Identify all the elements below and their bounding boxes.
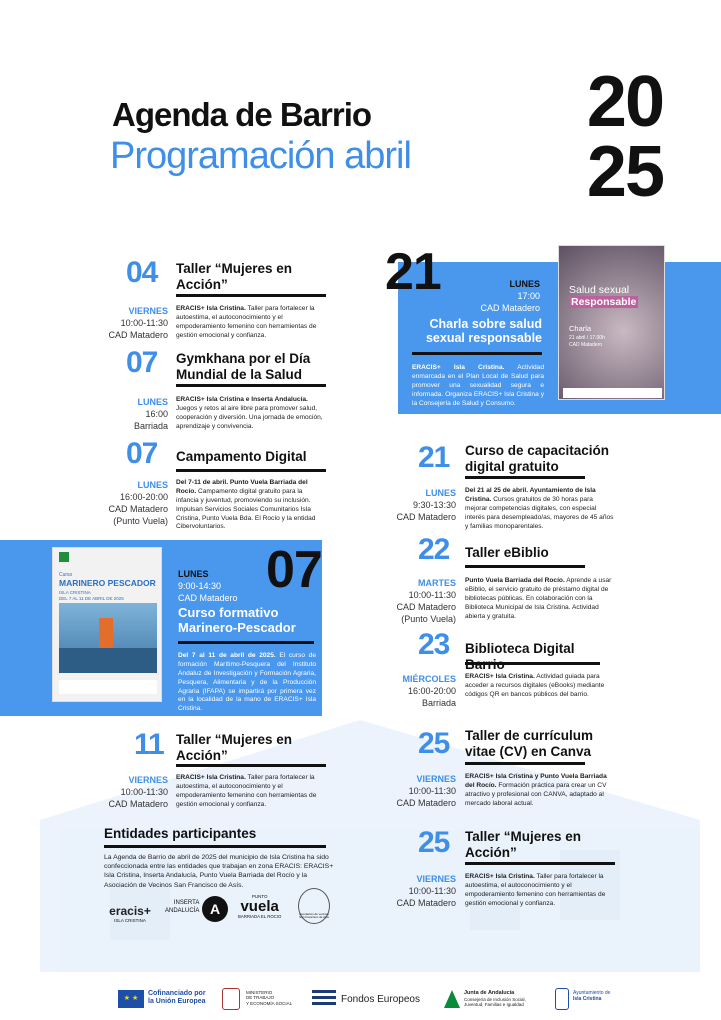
event-place: Barriada	[133, 421, 168, 432]
event-desc-text: Campamento digital gratuito para la infancia y juventud, promoviendo su inclusión. Impulsan Servicios Sociales Comunitarios Isla Cristina, Punto Vuela Bda. El Rocío y la entidad Cibervoluntarios.	[176, 487, 316, 531]
event-organizer: Punto Vuela Barriada del Rocío.	[465, 577, 565, 584]
event-desc-text: Actividad enmarcada en el Plan Local de Salud para promover una sexualidad segura e informada. Organiza ERACIS+ Isla Cristina y la Consejería de Salud y Consumo.	[412, 364, 545, 407]
event-description	[465, 487, 615, 531]
event-description	[176, 305, 326, 341]
event-organizer: ERACIS+ Isla Cristina.	[176, 305, 246, 312]
year-top: 20	[586, 62, 663, 142]
event-place: CAD Matadero	[396, 602, 456, 613]
punto-vuela-logo	[238, 894, 281, 919]
poster-title-line2: Responsable	[571, 296, 637, 308]
poster-place: CAD Matadero	[569, 342, 603, 348]
poster-logos-strip	[563, 388, 662, 398]
event-time: 16:00-20:00	[407, 686, 456, 697]
event-weekday: LUNES	[137, 397, 168, 407]
title-underline	[465, 476, 585, 479]
event-time: 10:00-11:30	[120, 787, 168, 798]
poster-dates: DEL 7 AL 11 DE ABRIL DE 2025	[59, 596, 124, 601]
event-title: Gymkhana por el Día Mundial de la Salud	[176, 351, 311, 382]
poster-logos-strip	[59, 680, 157, 694]
ayto-line2: Isla Cristina	[573, 996, 602, 1002]
ayuntamiento-crest-icon	[555, 988, 569, 1010]
page-subtitle: Programación abril	[110, 135, 411, 177]
event-day-number: 25	[418, 826, 450, 859]
eracis-logo	[106, 892, 154, 923]
event-description	[176, 396, 326, 432]
event-place: CAD Matadero	[108, 504, 168, 515]
andalucia-logo-icon	[59, 552, 69, 562]
poster-marinero-pescador	[52, 547, 162, 702]
event-day-number: 11	[134, 728, 164, 761]
entities-underline	[104, 845, 326, 848]
event-description	[465, 873, 615, 909]
event-desc-text: El curso de formación Marítimo-Pesquera del Instituto Andaluz de Investigación y Formación Agraria, Pesquera, Alimentaria y de la Producción Agraria (IFAPA) se impartirá por primera vez en la localidad de la mano de ERACIS+ Isla Cristina.	[178, 652, 316, 713]
event-meta	[80, 305, 168, 341]
ministerio-logo	[246, 990, 292, 1006]
event-organizer: ERACIS+ Isla Cristina e Inserta Andalucía.	[176, 396, 308, 403]
poster-label: Charla	[569, 324, 592, 333]
event-meta	[80, 479, 168, 528]
pv-main: vuela	[240, 898, 279, 915]
event-meta	[370, 577, 456, 626]
event-time: 9:00-14:30	[178, 581, 222, 592]
event-time: 10:00-11:30	[120, 318, 168, 329]
event-organizer: ERACIS+ Isla Cristina.	[465, 873, 535, 880]
event-day-number: 07	[126, 346, 158, 379]
junta-andalucia-icon	[444, 990, 460, 1008]
event-day-number: 25	[418, 727, 450, 760]
event-time: 16:00-20:00	[119, 492, 168, 503]
event-weekday: VIERNES	[128, 775, 168, 785]
event-place: CAD Matadero	[396, 512, 456, 523]
event-place-detail: (Punto Vuela)	[401, 614, 456, 625]
event-weekday: MARTES	[418, 578, 456, 588]
ayto-line1: Ayuntamiento de	[573, 990, 611, 996]
event-title: Charla sobre salud sexual responsable	[425, 317, 542, 346]
event-meta	[370, 487, 456, 523]
event-title: Curso formativo Marinero-Pescador	[178, 605, 296, 635]
event-day-number: 21	[418, 441, 450, 474]
fondos-europeos-icon	[312, 990, 336, 1008]
event-description	[176, 479, 326, 532]
event-day-number: 23	[418, 628, 450, 661]
fondos-europeos-text: Fondos Europeos	[341, 994, 420, 1005]
title-underline	[176, 294, 326, 297]
poster-label: Curso	[59, 572, 73, 578]
poster-salud-sexual	[558, 245, 665, 400]
title-underline	[465, 862, 615, 865]
event-weekday: VIERNES	[416, 874, 456, 884]
event-title: Taller de currículum vitae (CV) en Canva	[465, 728, 594, 759]
min-line1: MINISTERIO	[246, 990, 273, 995]
event-weekday: LUNES	[509, 279, 540, 289]
event-time: 10:00-11:30	[408, 786, 456, 797]
entities-text: La Agenda de Barrio de abril de 2025 del municipio de Isla Cristina ha sido confeccionada entre las entidades que trabajan en zona ERACIS: ERACIS+ Isla Cristina, Inserta Andalucía, Punto Vuela Barriada del Rocío y la Asociación de Vecinos San Francisco de Asís.	[104, 854, 334, 889]
event-meta	[370, 673, 456, 709]
event-meta	[370, 773, 456, 809]
event-desc-text: Cursos gratuitos de 30 horas para mejorar competencias digitales, con especial interés para desempleado/as, mayores de 45 años y familias monoparentales.	[465, 495, 614, 530]
event-time: 9:30-13:30	[412, 500, 456, 511]
event-desc-text: Aprende a usar eBiblio, el servicio gratuito de préstamo digital de bibliotecas públicas. En colaboración con la Biblioteca Municipal de Isla Cristina. Actividad abierta y gratuita.	[465, 577, 612, 620]
title-underline	[176, 764, 326, 767]
event-description	[465, 577, 615, 621]
title-underline	[465, 762, 585, 765]
event-weekday: MIÉRCOLES	[402, 674, 456, 684]
event-meta	[80, 774, 168, 810]
event-meta	[370, 873, 456, 909]
event-time: 16:00	[145, 409, 168, 420]
event-place-detail: (Punto Vuela)	[113, 516, 168, 527]
event-weekday: LUNES	[137, 480, 168, 490]
min-line2: DE TRABAJO	[246, 995, 275, 1001]
poster-subtitle: ISLA CRISTINA	[59, 590, 91, 595]
event-desc-text: Taller para fortalecer la autoestima, el autoconocimiento y el empoderamiento femenino con herramientas de gestión emocional y confianza.	[176, 305, 317, 339]
entities-title: Entidades participantes	[104, 826, 257, 841]
event-description	[178, 652, 316, 714]
event-time: 10:00-11:30	[408, 886, 456, 897]
pv-top: PUNTO	[251, 894, 268, 899]
pv-sub: BARRIADA EL ROCIO	[238, 914, 282, 919]
ayuntamiento-logo	[573, 990, 610, 1002]
event-meta	[470, 278, 540, 314]
eu-line1: Cofinanciado por	[148, 990, 206, 997]
year-bottom: 25	[586, 132, 663, 212]
event-title: Taller “Mujeres en Acción”	[176, 261, 293, 292]
inserta-logo	[165, 900, 199, 916]
min-line3: Y ECONOMÍA SOCIAL	[246, 1000, 293, 1006]
event-day-number: 22	[418, 533, 450, 566]
event-day-number: 07	[126, 437, 158, 470]
event-organizer: Del 7-11 de abril. Punto Vuela Barriada del Rocío.	[176, 479, 308, 495]
event-description	[412, 364, 544, 408]
event-title: Taller “Mujeres en Acción”	[465, 829, 582, 860]
event-description	[176, 774, 326, 810]
event-weekday: VIERNES	[128, 306, 168, 316]
event-title: Curso de capacitación digital gratuito	[465, 443, 610, 474]
title-underline	[465, 565, 585, 568]
event-organizer: ERACIS+ Isla Cristina.	[465, 673, 535, 680]
event-day-number: 07	[266, 541, 322, 599]
event-place: CAD Matadero	[178, 593, 238, 604]
spain-crest-icon	[222, 988, 240, 1010]
event-time: 17:00	[517, 291, 540, 302]
event-weekday: LUNES	[178, 569, 209, 579]
page-title: Agenda de Barrio	[112, 96, 372, 133]
event-day-number: 21	[385, 243, 441, 301]
fisherman-photo	[59, 603, 157, 673]
title-underline	[176, 469, 326, 472]
poster-title: MARINERO PESCADOR	[59, 578, 156, 588]
event-weekday: LUNES	[425, 488, 456, 498]
event-desc-text: Formación práctica para crear un CV atractivo y profesional con CANVA, adaptado al mercado laboral actual.	[465, 781, 607, 807]
event-title: Taller “Mujeres en Acción”	[176, 732, 293, 763]
inserta-a-icon: A	[202, 896, 228, 922]
eu-line2: la Unión Europea	[148, 998, 206, 1006]
event-description	[465, 673, 615, 700]
title-underline	[465, 662, 600, 665]
assoc-seal-text: Asociación de vecinos San Francisco de Asís	[299, 912, 329, 920]
event-desc-text: Taller para fortalecer la autoestima, el autoconocimiento y el empoderamiento femenino con herramientas de gestión emocional y confianza.	[465, 873, 606, 907]
poster-title-line1: Salud sexual	[569, 284, 630, 296]
junta-line3: Juventud, Familias e Igualdad	[464, 1001, 524, 1007]
eracis-logo-sub: ISLA CRISTINA	[114, 918, 146, 923]
poster-date: 21 abril / 17.00h	[569, 335, 605, 341]
event-place: CAD Matadero	[108, 799, 168, 810]
junta-line2: Consejería de Inclusión Social,	[464, 996, 526, 1002]
event-organizer: Del 7 al 11 de abril de 2025.	[178, 652, 276, 659]
event-title: Taller eBiblio	[465, 545, 549, 560]
event-organizer: Del 21 al 25 de abril. Ayuntamiento de Isla Cristina.	[465, 487, 596, 503]
eu-cofinanced-logo	[148, 990, 206, 1007]
inserta-logo-line1: INSERTA	[173, 900, 200, 906]
event-meta	[80, 396, 168, 432]
event-description	[465, 773, 615, 809]
junta-andalucia-logo	[464, 990, 526, 1007]
event-place: CAD Matadero	[396, 898, 456, 909]
eu-flag-icon: ★ ★	[118, 990, 144, 1008]
event-desc-text: Actividad guiada para acceder a recursos digitales (eBooks) mediante códigos QR en bancos públicos del barrio.	[465, 673, 605, 698]
event-time: 10:00-11:30	[408, 590, 456, 601]
event-desc-text: Taller para fortalecer la autoestima, el autoconocimiento y el empoderamiento femenino con herramientas de gestión emocional y confianza.	[176, 774, 317, 808]
junta-line1: Junta de Andalucía	[464, 990, 515, 996]
title-underline	[176, 384, 326, 387]
title-underline	[412, 352, 542, 355]
event-organizer: ERACIS+ Isla Cristina y Punto Vuela Barriada del Rocío.	[465, 773, 607, 789]
inserta-logo-line2: ANDALUCÍA	[165, 907, 200, 914]
event-place: CAD Matadero	[108, 330, 168, 341]
asociacion-vecinos-seal	[298, 888, 330, 924]
event-meta	[178, 568, 278, 604]
event-title: Campamento Digital	[176, 449, 307, 464]
event-day-number: 04	[126, 256, 158, 289]
event-desc-text: Juegos y retos al aire libre para promover salud, cooperación y diversión. Una jornada de emoción, aprendizaje y convivencia.	[176, 404, 323, 430]
event-organizer: ERACIS+ Isla Cristina.	[176, 774, 246, 781]
event-place: Barriada	[421, 698, 456, 709]
eracis-logo-text: eracis+	[109, 904, 151, 918]
event-place: CAD Matadero	[480, 303, 540, 314]
event-title: Biblioteca Digital	[465, 641, 575, 656]
event-organizer: ERACIS+ Isla Cristina.	[412, 364, 505, 371]
event-weekday: VIERNES	[416, 774, 456, 784]
title-underline	[178, 641, 314, 644]
event-place: CAD Matadero	[396, 798, 456, 809]
